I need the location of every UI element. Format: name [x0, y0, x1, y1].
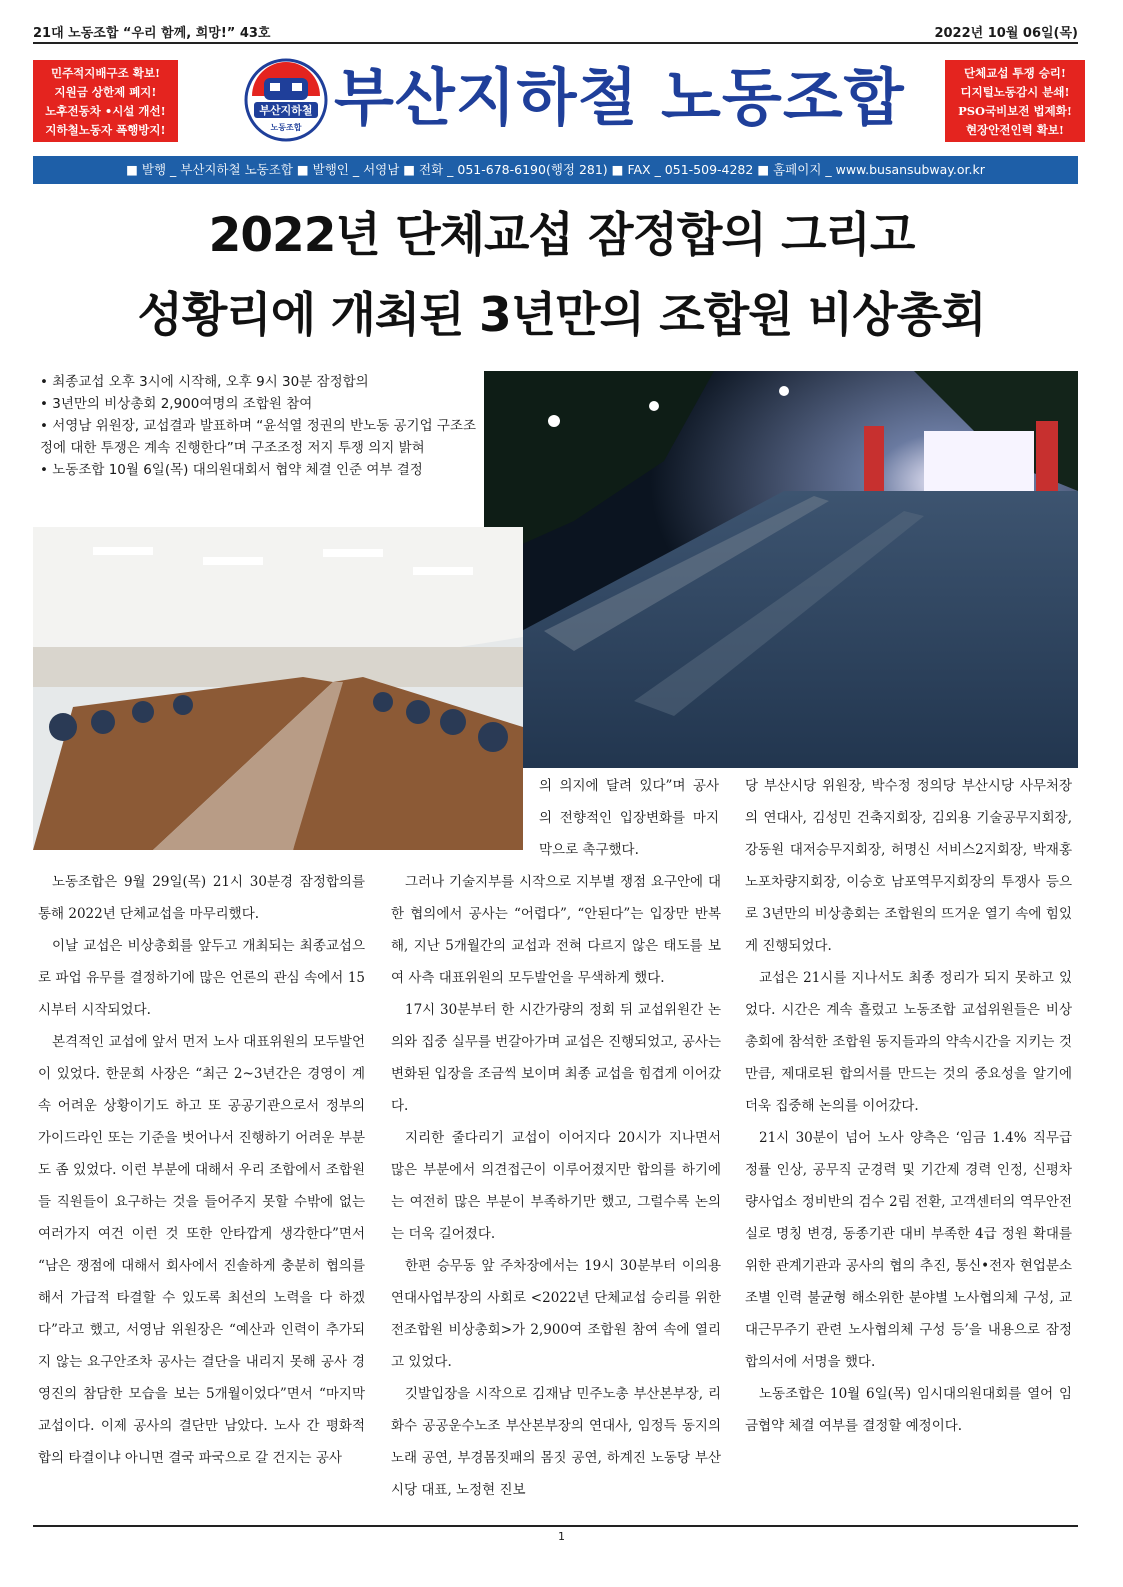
slogan-line: 노후전동차 •시설 개선! — [45, 104, 166, 118]
footer-rule — [33, 1525, 1078, 1527]
article-column-2 — [391, 866, 721, 1506]
logo-text: 부산지하철 — [259, 104, 313, 117]
paragraph: 21시 30분이 넘어 노사 양측은 ‘임금 1.4% 직무급 정률 인상, 공무직 군경력 및 기간제 경력 인정, 신평차량사업소 정비반의 검수 2림 전환, 고객센터의 역무안전실로 명칭 변경, 동종기관 대비 부족한 4급 정원 확대를 위한 관계기관과 공사의 협의 추진, 통신•전자 현업분소 조별 인력 불균형 해소위한 분야별 노사협의체 구성, 교대근무주기 관련 노사협의체 구성 등’을 내용으로 잠정합의서에 서명을 했다. — [745, 1130, 1072, 1370]
paragraph: 의 의지에 달려 있다”며 공사의 전향적인 입장변화를 마지막으로 촉구했다. — [539, 778, 719, 858]
slogan-box-left — [33, 60, 178, 142]
slogan-box-right — [945, 60, 1085, 142]
slogan-line: 지하철노동자 폭행방지! — [45, 123, 166, 137]
paragraph: 깃발입장을 시작으로 김재남 민주노총 부산본부장, 리화수 공공운수노조 부산본부장의 연대사, 임정득 동지의 노래 공연, 부경몸짓패의 몸짓 공연, 하계진 노동당 부산시당 대표, 노정현 진보 — [391, 1386, 721, 1498]
slogan-line: 지원금 상한제 폐지! — [54, 85, 157, 99]
paragraph: 노동조합은 10월 6일(목) 임시대의원대회를 열어 임금협약 체결 여부를 결정할 예정이다. — [745, 1386, 1072, 1434]
slogan-line: 현장안전인력 확보! — [966, 123, 1064, 137]
slogan-line: 단체교섭 투쟁 승리! — [964, 66, 1066, 80]
bullet-item: • 서영남 위원장, 교섭결과 발표하며 “윤석열 정권의 반노동 공기업 구조조정에 대한 투쟁은 계속 진행한다”며 구조조정 저지 투쟁 의지 밝혀 — [40, 418, 477, 456]
article-column-1 — [38, 866, 365, 1474]
paragraph: 본격적인 교섭에 앞서 먼저 노사 대표위원의 모두발언이 있었다. 한문희 사장은 “최근 2~3년간은 경영이 계속 어려운 상황이기도 하고 또 공공기관으로서 정부의 가이드라인 또는 기준을 벗어나서 진행하기 어려운 부분도 좀 있었다. 이런 부분에 대해서 우리 조합에서 조합원들 직원들이 요구하는 것을 들어주지 못할 수밖에 없는 여러가지 여건 이런 것 또한 안타깝게 생각한다”면서 “남은 쟁점에 대해서 회사에서 진솔하게 충분히 협의를 해서 가급적 타결할 수 있도록 최선의 노력을 다 하겠다”라고 했고, 서영남 위원장은 “예산과 인력이 추가되지 않는 요구안조차 공사는 결단을 내리지 못해 공사 경영진의 참담한 모습을 보는 5개월이었다”면서 “마지막 교섭이다. 이제 공사의 결단만 남았다. 노사 간 평화적 합의 타결이냐 아니면 결국 파국으로 갈 건지는 공사 — [38, 1034, 365, 1466]
paragraph: 지리한 줄다리기 교섭이 이어지다 20시가 지나면서 많은 부분에서 의견접근이 이루어졌지만 합의를 하기에는 여전히 많은 부분이 부족하기만 했고, 그럴수록 논의는 더욱 길어졌다. — [391, 1130, 721, 1242]
union-logo — [244, 58, 328, 142]
slogan-line: 디지털노동감시 분쇄! — [960, 85, 1070, 99]
page-number: 1 — [558, 1530, 565, 1543]
publisher-infobar: ■ 발행 _ 부산지하철 노동조합 ■ 발행인 _ 서영남 ■ 전화 _ 051-678-6190(행정 281) ■ FAX _ 051-509-4282 ■ 홈페이지 _ www.busansubway.or.kr — [33, 156, 1078, 184]
bullet-item: • 노동조합 10월 6일(목) 대의원대회서 협약 체결 인준 여부 결정 — [40, 462, 423, 478]
paragraph: 그러나 기술지부를 시작으로 지부별 쟁점 요구안에 대한 협의에서 공사는 “어렵다”, “안된다”는 입장만 반복해, 지난 5개월간의 교섭과 전혀 다르지 않은 태도를 보여 사측 대표위원의 모두발언을 무색하게 했다. — [391, 874, 721, 986]
issue-header — [33, 20, 1078, 44]
paragraph: 노동조합은 9월 29일(목) 21시 30분경 잠정합의를 통해 2022년 단체교섭을 마무리했다. — [38, 874, 365, 922]
headline-line-1: 2022년 단체교섭 잠정합의 그리고 — [208, 208, 915, 263]
masthead-title: 부산지하철 노동조합 — [334, 61, 905, 134]
issue-date: 2022년 10월 06일(목) — [934, 26, 1078, 41]
summary-bullets — [40, 371, 480, 481]
bullet-item: • 최종교섭 오후 3시에 시작해, 오후 9시 30분 잠정합의 — [40, 374, 369, 390]
rally-photo — [484, 371, 1078, 768]
issue-label: 21대 노동조합 “우리 함께, 희망!” 43호 — [33, 26, 271, 41]
negotiation-photo — [33, 527, 523, 850]
article-column-2-top — [539, 770, 719, 866]
paragraph: 17시 30분부터 한 시간가량의 정회 뒤 교섭위원간 논의와 집중 실무를 번갈아가며 교섭은 진행되었고, 공사는 변화된 입장을 조금씩 보이며 최종 교섭을 힘겹게 이어갔다. — [391, 1002, 721, 1114]
bullet-item: • 3년만의 비상총회 2,900여명의 조합원 참여 — [40, 396, 313, 412]
paragraph: 당 부산시당 위원장, 박수정 정의당 부산시당 사무처장의 연대사, 김성민 건축지회장, 김외용 기술공무지회장, 강동원 대저승무지회장, 허명신 서비스2지회장, 박재홍 노포차량지회장, 이승호 남포역무지회장의 투쟁사 등으로 3년만의 비상총회는 조합원의 뜨거운 열기 속에 힘있게 진행되었다. — [745, 778, 1072, 954]
headline-line-2: 성황리에 개최된 3년만의 조합원 비상총회 — [137, 288, 986, 343]
paragraph: 교섭은 21시를 지나서도 최종 정리가 되지 못하고 있었다. 시간은 계속 흘렀고 노동조합 교섭위원들은 비상총회에 참석한 조합원 동지들과의 약속시간을 지키는 것 만큼, 제대로된 합의서를 만드는 것의 중요성을 알기에 더욱 집중해 논의를 이어갔다. — [745, 970, 1072, 1114]
logo-subtext: 노동조합 — [270, 123, 302, 132]
slogan-line: 민주적지배구조 확보! — [50, 66, 161, 80]
slogan-line: PSO국비보전 법제화! — [958, 104, 1072, 118]
paragraph: 이날 교섭은 비상총회를 앞두고 개최되는 최종교섭으로 파업 유무를 결정하기에 많은 언론의 관심 속에서 15시부터 시작되었다. — [38, 938, 365, 1018]
article-column-3 — [745, 770, 1072, 1442]
paragraph: 한편 승무동 앞 주차장에서는 19시 30분부터 이의용 연대사업부장의 사회로 <2022년 단체교섭 승리를 위한 전조합원 비상총회>가 2,900여 조합원 참여 속에 열리고 있었다. — [391, 1258, 721, 1370]
